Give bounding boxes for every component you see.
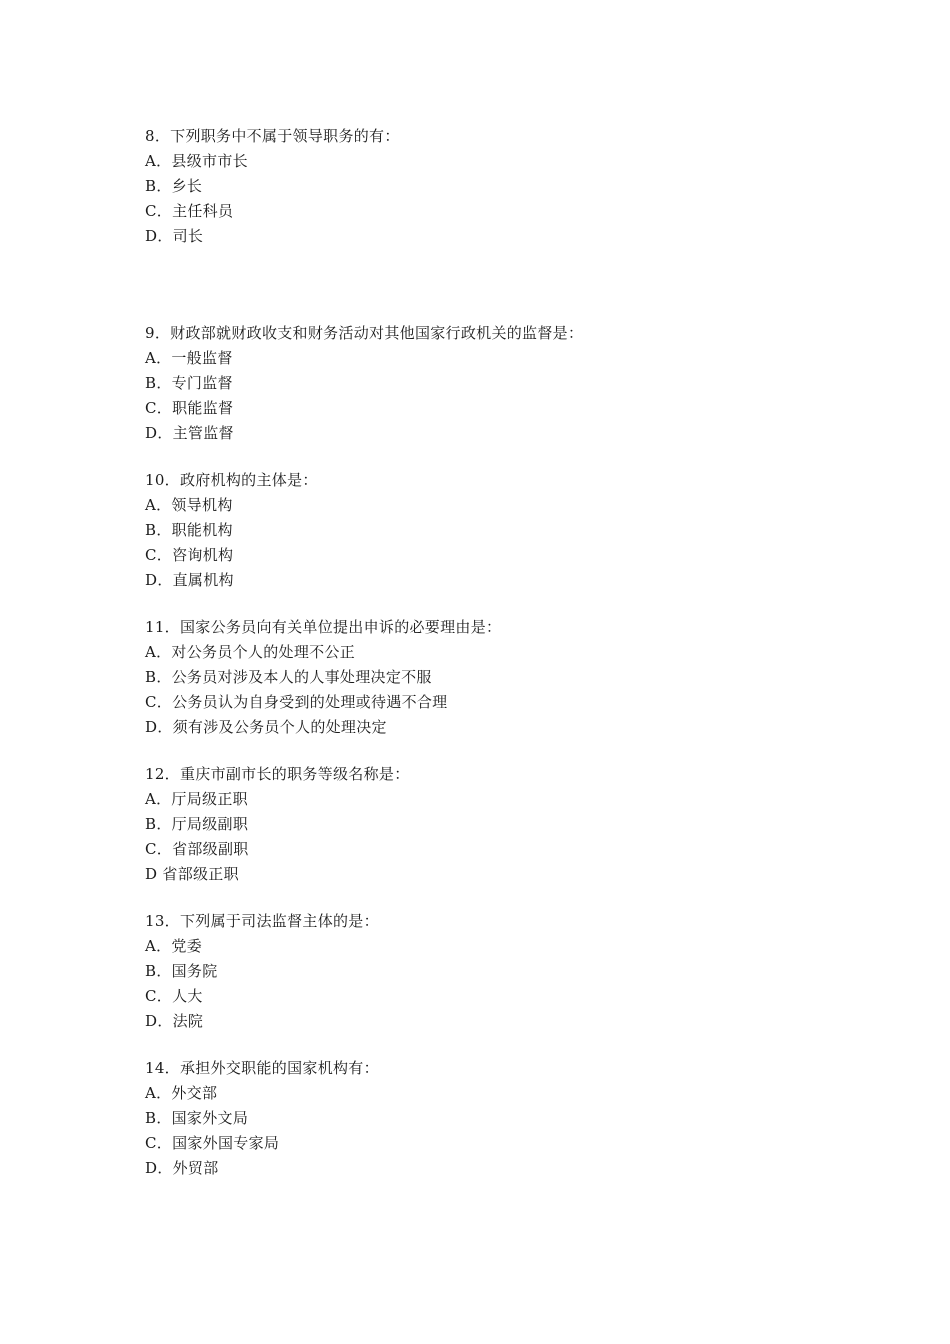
option-c: C．省部级副职 — [145, 840, 249, 858]
spacer — [145, 249, 905, 321]
spacer — [145, 446, 905, 468]
option-b: B．公务员对涉及本人的人事处理决定不服 — [145, 668, 432, 686]
question-text: 13．下列属于司法监督主体的是： — [145, 912, 379, 930]
option-a: A．对公务员个人的处理不公正 — [145, 643, 356, 661]
option-d: D 省部级正职 — [145, 865, 239, 883]
question-text: 14．承担外交职能的国家机构有： — [145, 1059, 379, 1077]
spacer — [145, 593, 905, 615]
question-14 — [145, 1056, 905, 1181]
option-d: D．主管监督 — [145, 424, 234, 442]
question-11 — [145, 615, 905, 740]
option-b: B．乡长 — [145, 177, 203, 195]
document-page — [145, 124, 905, 1181]
option-c: C．人大 — [145, 987, 203, 1005]
spacer — [145, 1034, 905, 1056]
question-9 — [145, 321, 905, 446]
option-a: A．领导机构 — [145, 496, 233, 514]
question-13 — [145, 909, 905, 1034]
option-c: C．国家外国专家局 — [145, 1134, 280, 1152]
spacer — [145, 740, 905, 762]
option-d: D．法院 — [145, 1012, 204, 1030]
option-c: C．公务员认为自身受到的处理或待遇不合理 — [145, 693, 448, 711]
option-c: C．职能监督 — [145, 399, 234, 417]
question-text: 12．重庆市副市长的职务等级名称是： — [145, 765, 410, 783]
option-b: B．国务院 — [145, 962, 218, 980]
option-b: B．职能机构 — [145, 521, 233, 539]
option-a: A．厅局级正职 — [145, 790, 248, 808]
question-10 — [145, 468, 905, 593]
option-d: D．外贸部 — [145, 1159, 219, 1177]
question-text: 9．财政部就财政收支和财务活动对其他国家行政机关的监督是： — [145, 324, 584, 342]
option-d: D．司长 — [145, 227, 204, 245]
spacer — [145, 887, 905, 909]
option-a: A．县级市市长 — [145, 152, 248, 170]
option-b: B．厅局级副职 — [145, 815, 249, 833]
option-a: A．党委 — [145, 937, 203, 955]
option-d: D．须有涉及公务员个人的处理决定 — [145, 718, 387, 736]
option-a: A．外交部 — [145, 1084, 218, 1102]
option-b: B．专门监督 — [145, 374, 233, 392]
question-text: 10．政府机构的主体是： — [145, 471, 318, 489]
question-text: 8．下列职务中不属于领导职务的有： — [145, 127, 400, 145]
option-a: A．一般监督 — [145, 349, 233, 367]
option-d: D．直属机构 — [145, 571, 234, 589]
option-c: C．主任科员 — [145, 202, 234, 220]
question-text: 11．国家公务员向有关单位提出申诉的必要理由是： — [145, 618, 502, 636]
option-b: B．国家外文局 — [145, 1109, 249, 1127]
question-12 — [145, 762, 905, 887]
option-c: C．咨询机构 — [145, 546, 234, 564]
question-8 — [145, 124, 905, 249]
